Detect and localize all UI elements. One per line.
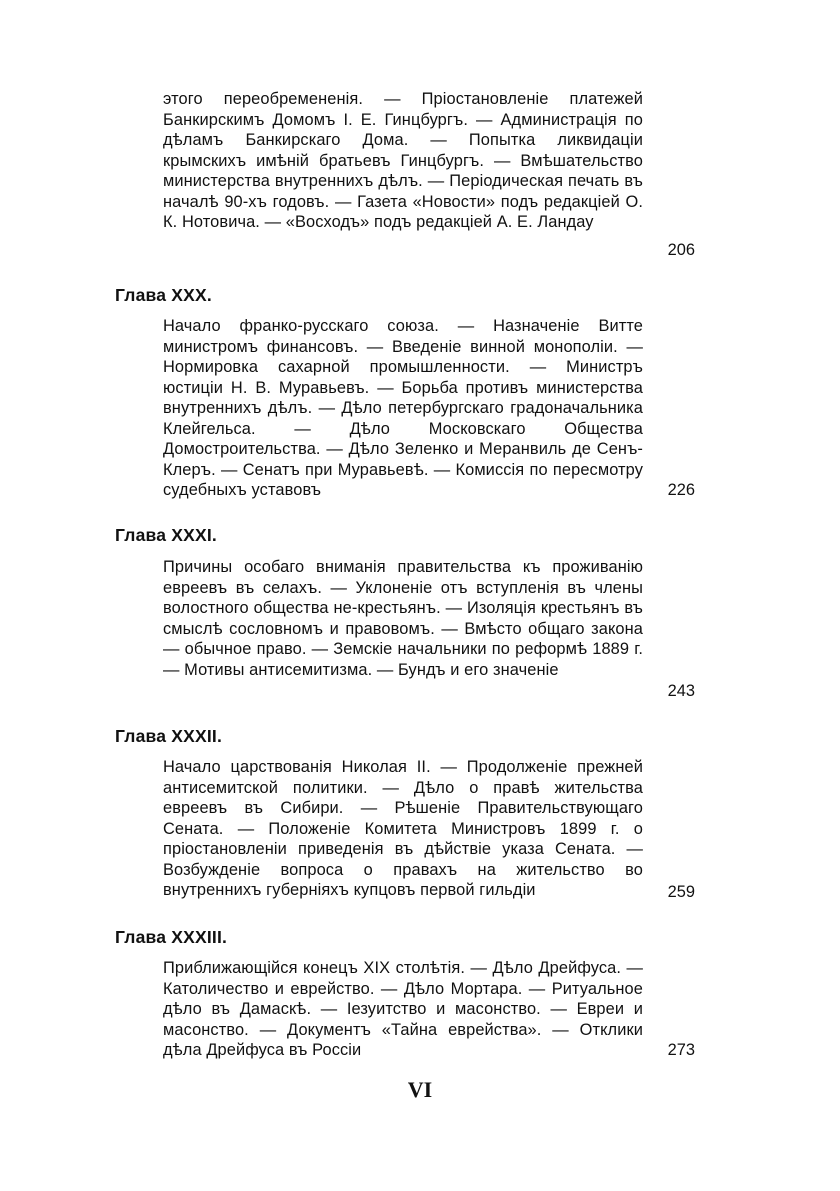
toc-page-number: 206 (667, 241, 695, 259)
toc-entry-text: Приближающійся конецъ XIX столѣтія. — Дѣло Дрейфуса. — Католичество и еврейство. — Дѣло Мортара. — Ритуальное дѣло въ Дамаскѣ. — Іезуитство и масонство. — Евреи и масонство. — Документъ «Тайна еврейства». — Отклики дѣла Дрейфуса въ Россіи (163, 959, 643, 1059)
chapter-heading: Глава XXX. (115, 285, 212, 305)
toc-page-number: 226 (667, 481, 695, 499)
toc-entry-text: Начало франко-русскаго союза. — Назначеніе Витте министромъ финансовъ. — Введеніе винной монополіи. — Нормировка сахарной промышленности. — Министръ юстиціи Н. В. Муравьевъ. — Борьба противъ министерства внутреннихъ дѣлъ. — Дѣло петербургскаго градоначальника Клейгельса. — Дѣло Московскаго Общества Домостроительства. — Дѣло Зеленко и Меранвиль де Сенъ-Клеръ. — Сенатъ при Муравьевѣ. — Комиссія по пересмотру судебныхъ уставовъ (163, 317, 643, 499)
toc-page-number: 259 (667, 883, 695, 901)
toc-entry-text: Причины особаго вниманія правительства къ проживанію евреевъ въ селахъ. — Уклоненіе отъ вступленія въ члены волостного общества не-крестьянъ. — Изоляція крестьянъ въ смыслѣ сословномъ и правовомъ. — Вмѣсто общаго закона — обычное право. — Земскіе начальники по реформѣ 1889 г. — Мотивы антисемитизма. — Бундъ и его значеніе (163, 558, 643, 679)
page-footer-label: VI (407, 1077, 433, 1102)
chapter-heading: Глава XXXII. (115, 726, 223, 746)
chapter-heading: Глава XXXI. (115, 525, 217, 545)
toc-page-number: 273 (667, 1041, 695, 1059)
toc-page-number: 243 (667, 682, 695, 700)
toc-entry-text: Начало царствованія Николая II. — Продолженіе прежней антисемитской политики. — Дѣло о правѣ жительства евреевъ въ Сибири. — Рѣшеніе Правительствующаго Сената. — Положеніе Комитета Министровъ 1899 г. о пріостановленіи приведенія въ дѣйствіе указа Сената. — Возбужденіе вопроса о правахъ на жительство во внутреннихъ губерніяхъ купцовъ первой гильдіи (163, 758, 643, 899)
chapter-heading: Глава XXXIII. (115, 927, 228, 947)
toc-entry-text: этого переобремененія. — Пріостановленіе платежей Банкирскимъ Домомъ І. Е. Гинцбургъ. — Администрація по дѣламъ Банкирскаго Дома. — Попытка ликвидаціи крымскихъ имѣній братьевъ Гинцбургъ. — Вмѣшательство министерства внутреннихъ дѣлъ. — Періодическая печать въ началѣ 90-хъ годовъ. — Газета «Новости» подъ редакціей О. К. Нотовича. — «Восходъ» подъ редакціей А. Е. Ландау (163, 90, 643, 231)
